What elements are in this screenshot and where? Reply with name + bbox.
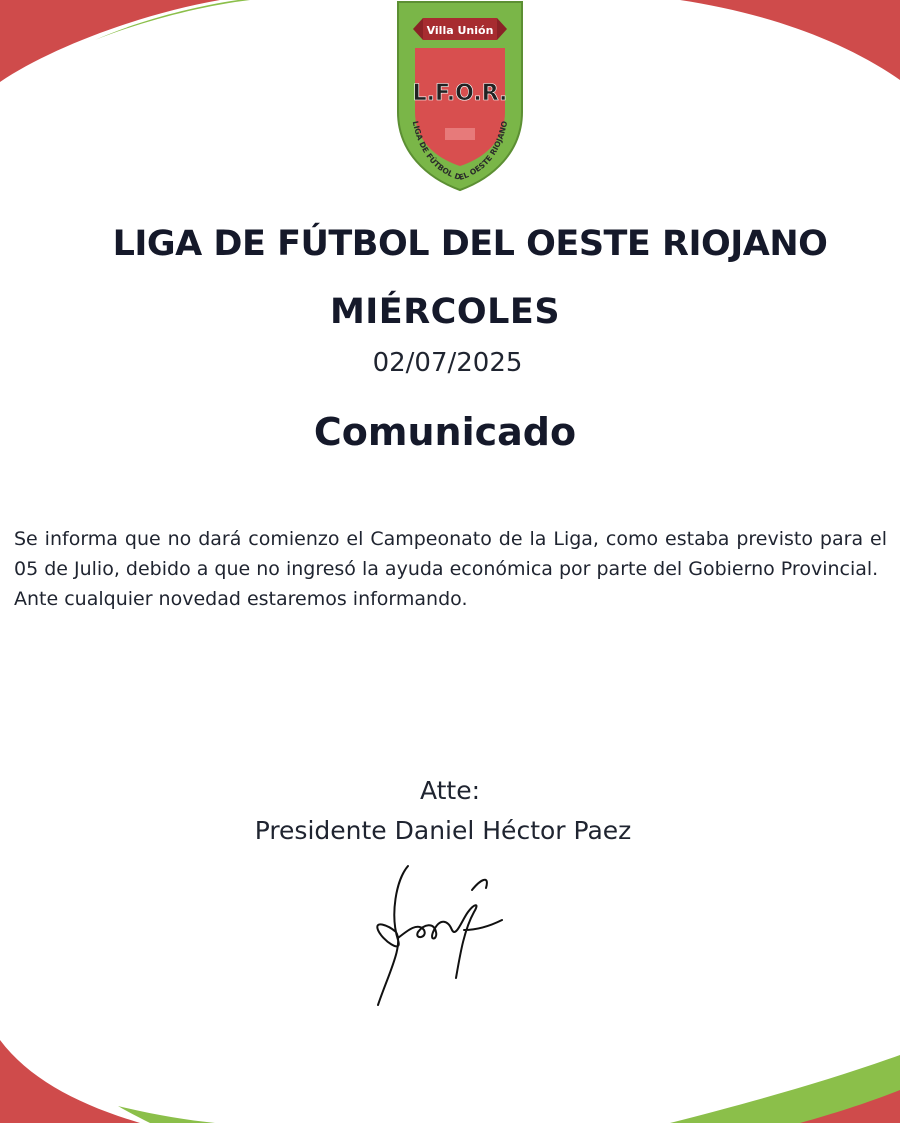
closing-salutation: Atte: [419,776,481,805]
crest-banner-text: Villa Unión [426,24,494,37]
signer-name: Presidente Daniel Héctor Paez [254,816,632,845]
handwritten-signature [368,860,528,1015]
signature-stroke-main [377,866,502,1005]
bottom-left-red-swoosh [0,1040,140,1123]
body-paragraph-1: Se informa que no dará comienzo el Campeonato de la Liga, como estaba previsto para el 05 de Julio, debido a que no ingresó la ayuda económica por parte del Gobierno Provincial. [14,528,887,580]
top-left-red-swoosh [0,0,220,82]
crest-arc-text: LIGA DE FÚTBOL DEL OESTE RIOJANO [410,120,510,182]
top-right-red-swoosh [680,0,900,80]
communique-body [14,524,887,614]
bottom-left-green-stripe [118,1106,215,1123]
league-crest-logo [393,0,527,192]
league-title: LIGA DE FÚTBOL DEL OESTE RIOJANO [112,224,828,264]
weekday-label: MIÉRCOLES [329,292,561,332]
communique-heading: Comunicado [313,410,577,454]
crest-small-plate [445,128,475,140]
date-label: 02/07/2025 [372,348,523,378]
crest-initials: L.F.O.R. [412,81,508,106]
body-paragraph-2: Ante cualquier novedad estaremos informando. [14,588,468,610]
